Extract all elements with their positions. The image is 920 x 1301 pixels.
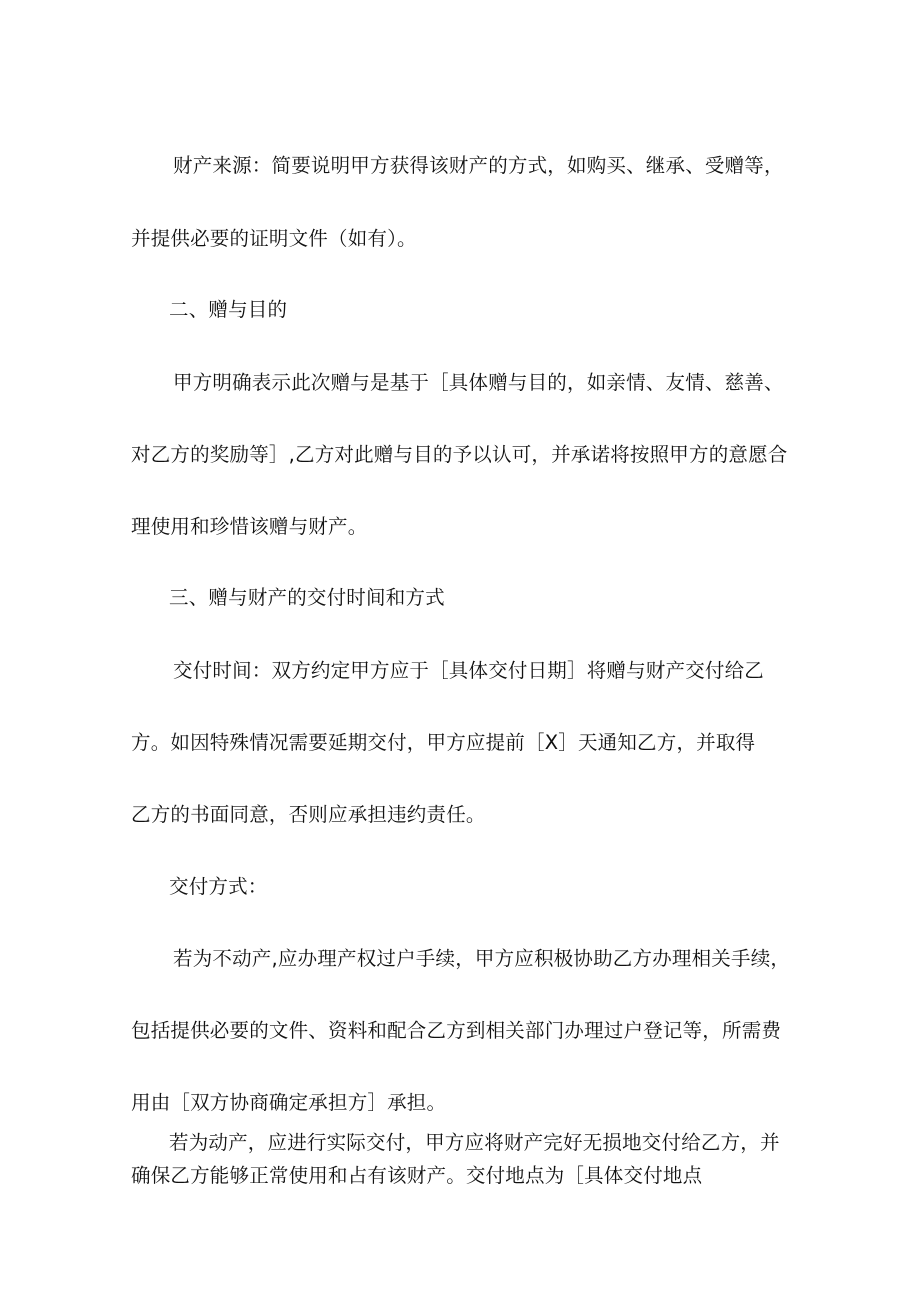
paragraph-real-estate-line-2: 包括提供必要的文件、资料和配合乙方到相关部门办理过户登记等，所需费 <box>131 1019 782 1042</box>
paragraph-real-estate-line-1: 若为不动产,应办理产权过户手续，甲方应积极协助乙方办理相关手续， <box>173 947 791 970</box>
paragraph-delivery-time-line-3: 乙方的书面同意，否则应承担违约责任。 <box>131 803 486 826</box>
paragraph-delivery-time-line-1: 交付时间：双方约定甲方应于［具体交付日期］将赠与财产交付给乙 <box>173 659 765 682</box>
paragraph-gift-purpose-line-2: 对乙方的奖励等］,乙方对此赠与目的予以认可，并承诺将按照甲方的意愿合 <box>131 443 788 466</box>
paragraph-delivery-time-line-2: 方。如因特殊情况需要延期交付，甲方应提前［X］天通知乙方，并取得 <box>131 731 756 754</box>
section-heading-delivery-time-method: 三、赠与财产的交付时间和方式 <box>169 586 445 609</box>
paragraph-real-estate-line-3: 用由［双方协商确定承担方］承担。 <box>131 1091 447 1114</box>
paragraph-movable-property-line-1: 若为动产，应进行实际交付，甲方应将财产完好无损地交付给乙方，并 <box>169 1131 780 1154</box>
paragraph-property-source-line-2: 并提供必要的证明文件（如有）。 <box>131 227 417 250</box>
paragraph-property-source-line-1: 财产来源：简要说明甲方获得该财产的方式，如购买、继承、受赠等， <box>173 154 784 177</box>
paragraph-gift-purpose-line-3: 理使用和珍惜该赠与财产。 <box>131 515 368 538</box>
paragraph-delivery-method-heading: 交付方式： <box>169 875 268 898</box>
paragraph-gift-purpose-line-1: 甲方明确表示此次赠与是基于［具体赠与目的，如亲情、友情、慈善、 <box>173 371 784 394</box>
section-heading-gift-purpose: 二、赠与目的 <box>169 298 288 321</box>
paragraph-movable-property-line-2: 确保乙方能够正常使用和占有该财产。交付地点为［具体交付地点 <box>131 1164 703 1187</box>
